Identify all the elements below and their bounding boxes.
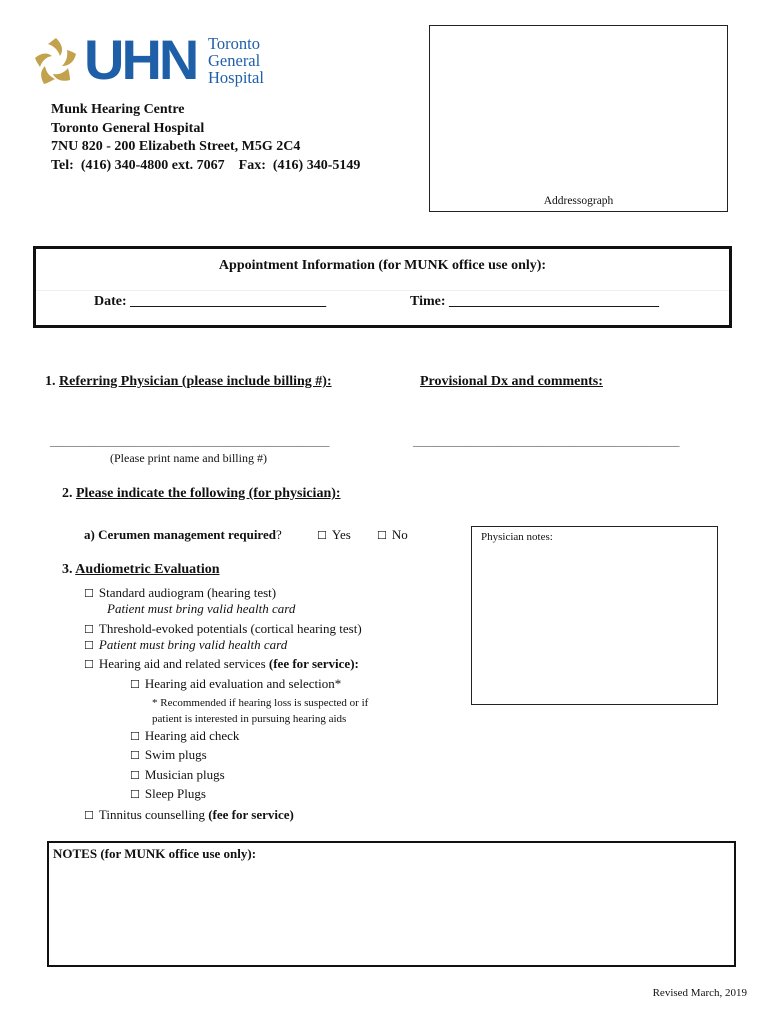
appointment-info-box bbox=[33, 246, 732, 328]
health-card-note-2 bbox=[84, 637, 287, 654]
hearing-aid-services-option[interactable] bbox=[84, 656, 359, 673]
musician-plugs-option[interactable] bbox=[130, 767, 225, 784]
hearing-aid-evaluation-option[interactable] bbox=[130, 676, 341, 693]
checkbox-icon[interactable]: ☐ bbox=[130, 730, 140, 743]
sleep-plugs-label: Sleep Plugs bbox=[144, 786, 206, 801]
checkbox-icon[interactable]: ☐ bbox=[130, 678, 140, 691]
no-option[interactable] bbox=[377, 527, 408, 544]
logo-line-general: General bbox=[208, 51, 261, 70]
checkbox-icon[interactable]: ☐ bbox=[84, 809, 94, 822]
section2-heading bbox=[62, 486, 341, 502]
provisional-dx-line[interactable]: _________________________________________ bbox=[413, 433, 680, 448]
yes-label: Yes bbox=[331, 527, 351, 542]
hearing-aid-check-label: Hearing aid check bbox=[144, 728, 240, 743]
standard-audiogram-label: Standard audiogram (hearing test) bbox=[98, 585, 277, 600]
hospital-name: Toronto General Hospital bbox=[51, 120, 205, 136]
section1-heading bbox=[45, 374, 332, 390]
office-notes-label: NOTES (for MUNK office use only): bbox=[53, 846, 257, 861]
logo-acronym: UHN bbox=[84, 28, 197, 91]
checkbox-icon[interactable]: ☐ bbox=[84, 658, 94, 671]
section3-number: 3. bbox=[62, 562, 76, 577]
checkbox-icon[interactable]: ☐ bbox=[317, 529, 327, 542]
street-address: 7NU 820 - 200 Elizabeth Street, M5G 2C4 bbox=[51, 139, 301, 154]
phone-fax: Tel: (416) 340-4800 ext. 7067 Fax: (416) 340-5149 bbox=[51, 157, 361, 173]
physician-name-hint: (Please print name and billing #) bbox=[110, 451, 267, 465]
hearing-aid-check-option[interactable] bbox=[130, 728, 239, 745]
recommendation-line-1: * Recommended if hearing loss is suspected or if bbox=[152, 697, 369, 709]
time-field[interactable]: Time: ______________________________ bbox=[410, 294, 660, 309]
tinnitus-counselling-option[interactable] bbox=[84, 807, 294, 824]
addressograph-box[interactable] bbox=[429, 25, 728, 212]
section3-title: Audiometric Evaluation bbox=[75, 562, 220, 577]
checkbox-icon[interactable]: ☐ bbox=[130, 769, 140, 782]
checkbox-icon[interactable]: ☐ bbox=[84, 587, 94, 600]
yes-option[interactable] bbox=[317, 527, 351, 544]
checkbox-icon[interactable]: ☐ bbox=[84, 623, 94, 636]
logo-hospital-name bbox=[208, 35, 264, 86]
divider bbox=[36, 290, 729, 291]
cerumen-question-text: a) Cerumen management required bbox=[84, 527, 276, 542]
tinnitus-counselling-label: Tinnitus counselling bbox=[98, 807, 209, 822]
hearing-aid-evaluation-label: Hearing aid evaluation and selection* bbox=[144, 676, 342, 691]
provisional-dx-heading: Provisional Dx and comments: bbox=[420, 374, 603, 389]
physician-notes-box[interactable] bbox=[471, 526, 718, 705]
recommendation-note bbox=[152, 695, 368, 727]
standard-audiogram-option[interactable] bbox=[84, 585, 276, 602]
logo-line-toronto: Toronto bbox=[208, 34, 261, 53]
checkbox-icon[interactable]: ☐ bbox=[377, 529, 387, 542]
clinic-address bbox=[51, 101, 360, 175]
section1-title: Referring Physician (please include billing #): bbox=[59, 374, 332, 389]
section3-heading bbox=[62, 562, 220, 578]
uhn-logo bbox=[32, 28, 277, 91]
threshold-evoked-label: Threshold-evoked potentials (cortical hearing test) bbox=[98, 621, 362, 636]
hearing-aid-services-label: Hearing aid and related services bbox=[98, 656, 269, 671]
office-notes-box[interactable] bbox=[47, 841, 736, 967]
section1-number: 1. bbox=[45, 374, 59, 389]
logo-line-hospital: Hospital bbox=[208, 68, 264, 87]
tinnitus-fee-note: (fee for service) bbox=[208, 807, 294, 822]
date-field[interactable]: Date: ____________________________ bbox=[94, 294, 327, 309]
musician-plugs-label: Musician plugs bbox=[144, 767, 225, 782]
swim-plugs-option[interactable] bbox=[130, 747, 207, 764]
checkbox-icon[interactable]: ☐ bbox=[130, 749, 140, 762]
clinic-name: Munk Hearing Centre bbox=[51, 102, 185, 117]
checkbox-icon[interactable]: ☐ bbox=[84, 639, 94, 652]
revision-date: Revised March, 2019 bbox=[652, 987, 747, 999]
section2-number: 2. bbox=[62, 486, 76, 501]
appointment-title: Appointment Information (for MUNK office use only): bbox=[218, 258, 547, 273]
swim-plugs-label: Swim plugs bbox=[144, 747, 207, 762]
no-label: No bbox=[391, 527, 408, 542]
health-card-note-2-text: Patient must bring valid health card bbox=[98, 637, 288, 652]
sleep-plugs-option[interactable] bbox=[130, 786, 206, 803]
uhn-emblem-icon bbox=[32, 36, 80, 88]
threshold-evoked-option[interactable] bbox=[84, 621, 362, 638]
checkbox-icon[interactable]: ☐ bbox=[130, 788, 140, 801]
physician-notes-label: Physician notes: bbox=[481, 531, 553, 543]
recommendation-line-2: patient is interested in pursuing hearing aids bbox=[152, 713, 347, 725]
physician-name-line[interactable]: ___________________________________________ bbox=[50, 433, 330, 448]
health-card-note: Patient must bring valid health card bbox=[107, 601, 296, 616]
fee-for-service-note: (fee for service): bbox=[268, 656, 359, 671]
addressograph-label: Addressograph bbox=[543, 195, 614, 207]
cerumen-question bbox=[84, 527, 282, 543]
cerumen-question-mark: ? bbox=[275, 527, 282, 542]
section2-title: Please indicate the following (for physician): bbox=[76, 486, 341, 501]
